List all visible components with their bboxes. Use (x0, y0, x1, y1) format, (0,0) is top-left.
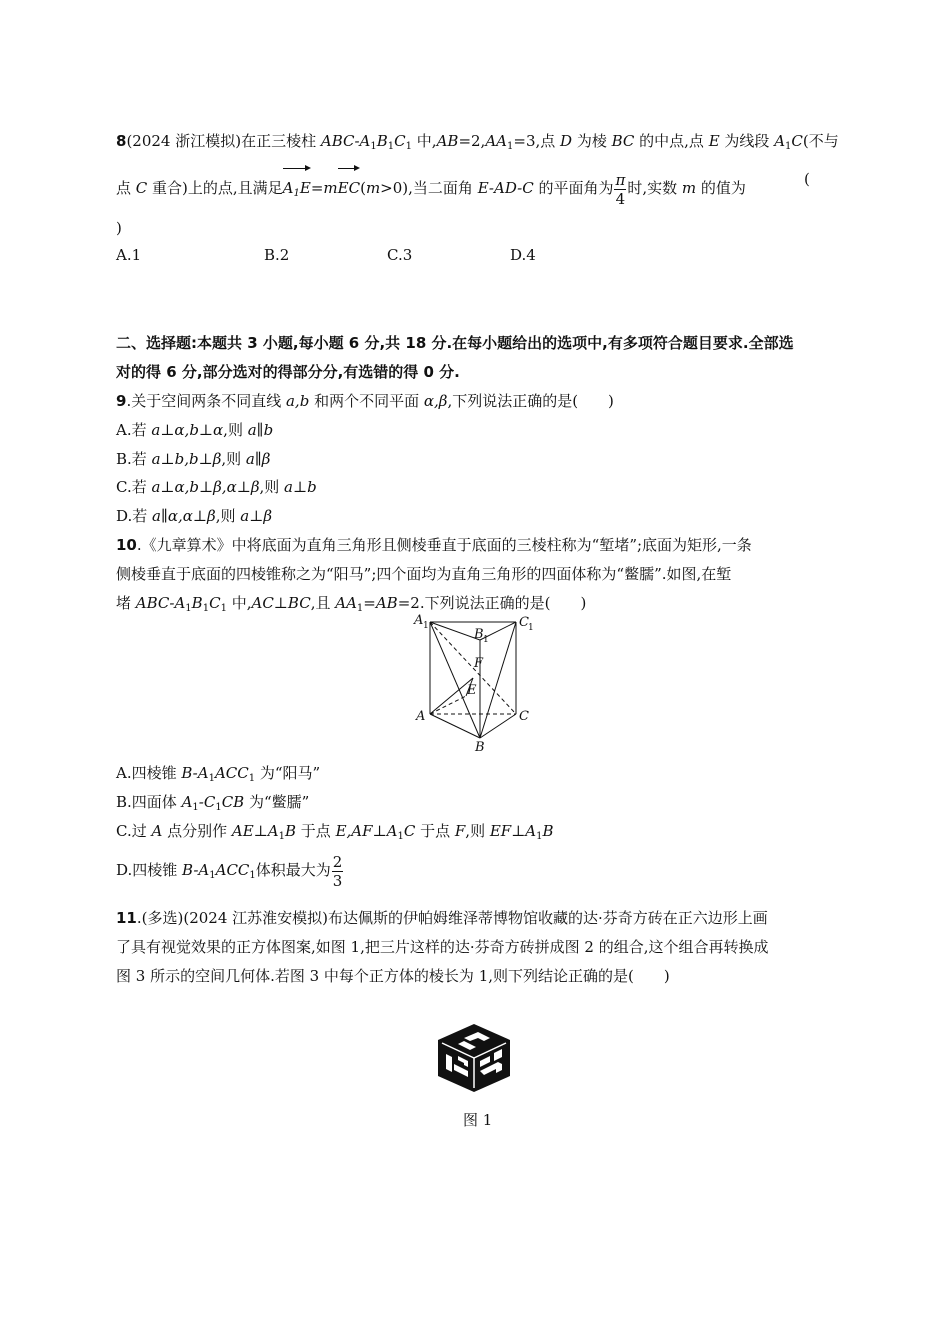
q8-answer-paren-open: ( (804, 170, 810, 188)
label-a1: A (414, 613, 424, 628)
q11-stem-line2: 了具有视觉效果的正方体图案,如图 1,把三片这样的达·芬奇方砖拼成图 2 的组合,这个组合再转换成 (116, 938, 769, 956)
vector-a1e: $A_1E$ (283, 166, 311, 206)
fraction-two-thirds: $\frac{2}{3}$ (332, 852, 343, 890)
label-b1: B (474, 627, 484, 642)
prism-figure (410, 610, 550, 760)
q9-option-a[interactable]: A.若 a⊥α,b⊥α,则 a∥b (116, 421, 274, 439)
q11-stem-line1: 11.(多选)(2024 江苏淮安模拟)布达佩斯的伊帕姆维泽蒂博物馆收藏的达·芬奇方砖在正六边形上画 (116, 909, 768, 927)
left-face-mark (446, 1054, 452, 1072)
vector-ec: EC (338, 166, 360, 206)
svg-text:1: 1 (528, 623, 534, 633)
label-a: A (416, 709, 426, 724)
label-e: E (467, 683, 477, 698)
q9-stem: 9.关于空间两条不同直线 a,b 和两个不同平面 α,β,下列说法正确的是( ) (116, 392, 614, 410)
fraction-pi-over-4: $\frac{\pi}{4}$ (615, 170, 626, 208)
q8-option-b[interactable]: B.2 (264, 246, 290, 264)
q10-option-c[interactable]: C.过 A 点分别作 $AE\perp A_1B$ 于点 $E,AF\perp A_1C$ 于点 F,则 $EF\perp A_1B$ (116, 822, 554, 842)
q11-source: (2024 江苏淮安模拟) (183, 909, 329, 927)
q8-option-c[interactable]: C.3 (387, 246, 413, 264)
q9-number: 9 (116, 392, 127, 410)
q10-stem-line1: 10.《九章算术》中将底面为直角三角形且侧棱垂直于底面的三棱柱称为“堑堵”;底面为矩形,一条 (116, 536, 752, 554)
label-f: F (474, 656, 484, 671)
q10-stem-line2: 侧棱垂直于底面的四棱锥称之为“阳马”;四个面均为直角三角形的四面体称为“鳖臑”.如图,在堑 (116, 565, 732, 583)
q8-option-d[interactable]: D.4 (510, 246, 536, 264)
edge-a1b1 (430, 622, 480, 640)
label-c: C (519, 709, 529, 724)
q10-option-b[interactable]: B.四面体 $A_1-C_1CB$ 为“鳖臑” (116, 793, 310, 813)
q9-option-d[interactable]: D.若 a∥α,α⊥β,则 a⊥β (116, 507, 272, 525)
q8-answer-paren-close: ) (116, 219, 122, 237)
label-b: B (475, 740, 485, 755)
label-c1: C (519, 615, 529, 630)
q10-option-a[interactable]: A.四棱锥 $B-A_1ACC_1$ 为“阳马” (116, 764, 321, 784)
section2-heading: 二、选择题:本题共 3 小题,每小题 6 分,共 18 分.在每小题给出的选项中,有多项符合题目要求.全部选 (116, 334, 794, 352)
section2-heading-cont: 对的得 6 分,部分选对的得部分分,有选错的得 0 分. (116, 363, 460, 381)
edge-a1c-dashed (430, 622, 516, 714)
svg-text:1: 1 (483, 635, 489, 645)
q9-option-c[interactable]: C.若 a⊥α,b⊥β,α⊥β,则 a⊥b (116, 478, 317, 496)
q8-line1: 8(2024 浙江模拟)在正三棱柱 ABC-$A_1B_1C_1$ 中$,AB=2,AA_1=3$,点 D 为棱 BC 的中点,点 E 为线段 $A_1C$(不与 (116, 132, 839, 152)
da-vinci-tile-figure (434, 1022, 514, 1094)
edge-bc (480, 714, 516, 738)
q8-option-a[interactable]: A.1 (116, 246, 142, 264)
q10-option-d[interactable]: D.四棱锥 $B-A_1ACC_1$体积最大为 $\frac{2}{3}$ (116, 852, 343, 890)
q11-number: 11 (116, 909, 137, 927)
q8-line2: 点 C 重合)上的点,且满足$A_1E=mEC(m>0)$,当二面角 E-AD-C 的平面角为 $\frac{\pi}{4}$ 时,实数 m 的值为 (116, 166, 746, 208)
svg-text:1: 1 (423, 621, 429, 631)
edge-ab (430, 714, 480, 738)
q8-number: 8 (116, 132, 127, 150)
q10-number: 10 (116, 536, 137, 554)
q8-source: (2024 浙江模拟) (126, 132, 242, 150)
figure-1-caption: 图 1 (463, 1111, 493, 1129)
q9-option-b[interactable]: B.若 a⊥b,b⊥β,则 a∥β (116, 450, 271, 468)
q11-stem-line3: 图 3 所示的空间几何体.若图 3 中每个正方体的棱长为 1,则下列结论正确的是( ) (116, 967, 670, 985)
q10-stem-line3: 堵 ABC-$A_1B_1C_1$ 中,AC⊥BC,且 $AA_1=AB=2$.下列说法正确的是( ) (116, 594, 587, 614)
